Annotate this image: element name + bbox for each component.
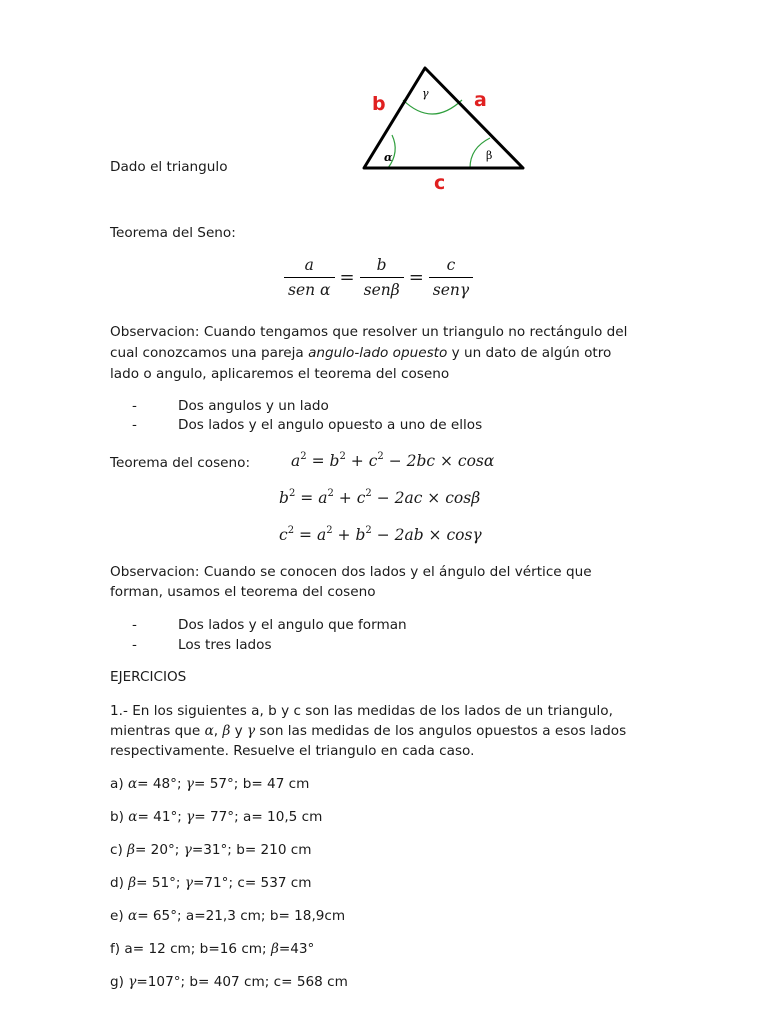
text-span: cual conozcamos una pareja	[110, 345, 309, 361]
exercise-item	[110, 774, 309, 794]
text-span: α	[128, 908, 138, 924]
obs1-line1: Observacion: Cuando tengamos que resolver un triangulo no rectángulo del	[110, 324, 628, 340]
text-span: b	[376, 256, 387, 274]
text-span: +	[338, 489, 352, 507]
text-span: α	[128, 809, 138, 825]
text-span: − 2ab × cosγ	[376, 526, 482, 544]
text-span: β	[270, 941, 279, 957]
text-span: γ	[246, 723, 256, 739]
text-span: 2	[287, 525, 295, 536]
text-span: son las medidas de los angulos opuestos a esos lados	[255, 723, 627, 739]
text-span: e)	[110, 908, 128, 924]
text-span: b	[329, 452, 340, 470]
text-span: =	[408, 267, 424, 288]
exercise-item	[110, 873, 312, 893]
text-span: − 2ac × cosβ	[376, 489, 481, 507]
text-span: b	[355, 526, 366, 544]
text-span: y un dato de algún otro	[447, 345, 612, 361]
text-span: = 48°;	[137, 776, 186, 792]
text-span: c)	[110, 842, 128, 858]
text-span: 2	[365, 525, 372, 536]
text-span: γ	[184, 875, 193, 891]
exercises-heading: EJERCICIOS	[110, 669, 187, 685]
label-side-c: c	[434, 172, 446, 194]
text-span: a	[291, 452, 301, 470]
text-span: γ	[183, 842, 192, 858]
text-span: =	[300, 489, 314, 507]
text-span: α	[127, 776, 138, 792]
text-span: angulo-lado opuesto	[308, 345, 448, 361]
text-span: γ	[128, 974, 137, 990]
text-span: 2	[365, 488, 372, 499]
sine-theorem-title: Teorema del Seno:	[110, 225, 236, 241]
obs1-line3: lado o angulo, aplicaremos el teorema del coseno	[110, 366, 450, 382]
text-span: c	[356, 489, 366, 507]
text-span: =71°; c= 537 cm	[192, 875, 312, 891]
sine-fraction-b	[360, 256, 404, 299]
text-span: c	[368, 452, 378, 470]
text-span: − 2bc × cosα	[388, 452, 495, 470]
text-span: γ	[186, 809, 195, 825]
text-span: =43°	[278, 941, 315, 957]
text-span: = 51°;	[136, 875, 185, 891]
label-angle-gamma: γ	[422, 87, 429, 100]
text-span: =31°; b= 210 cm	[191, 842, 312, 858]
text-span: senγ	[429, 277, 473, 299]
text-span: 2	[300, 451, 307, 462]
intro-label: Dado el triangulo	[110, 159, 228, 175]
text-span: Dos lados y el angulo que forman	[178, 617, 407, 633]
text-span: +	[337, 526, 351, 544]
text-span: g)	[110, 974, 129, 990]
label-side-a: a	[474, 89, 487, 111]
list-item	[132, 415, 482, 435]
text-span: -	[132, 398, 137, 414]
text-span: =	[299, 526, 312, 544]
text-span: a	[316, 526, 327, 544]
sine-fraction-a	[284, 256, 335, 299]
text-span: = 41°;	[137, 809, 187, 825]
label-side-b: b	[372, 93, 386, 115]
text-span: Dos angulos y un lado	[178, 398, 329, 414]
label-angle-alpha: α	[384, 151, 393, 164]
sine-formula	[282, 256, 475, 299]
text-span: a	[318, 489, 328, 507]
sine-fraction-c	[429, 256, 473, 299]
label-angle-beta: β	[486, 149, 493, 162]
text-span: 2	[339, 451, 346, 462]
cosine-equation-c	[279, 525, 482, 544]
text-span: = 77°; a= 10,5 cm	[194, 809, 323, 825]
text-span: Los tres lados	[178, 637, 272, 653]
text-span: 2	[288, 488, 296, 499]
text-span: β	[128, 875, 137, 891]
text-span: -	[132, 637, 137, 653]
text-span: =	[311, 452, 325, 470]
text-span: γ	[185, 776, 194, 792]
text-span: b	[279, 489, 289, 507]
exercise-item	[110, 840, 312, 860]
text-span: =107°; b= 407 cm; c= 568 cm	[136, 974, 348, 990]
cosine-equation-b	[279, 488, 480, 507]
text-span: α	[204, 723, 214, 739]
text-span: y	[230, 723, 247, 739]
text-span: Dos lados y el angulo opuesto a uno de ellos	[178, 417, 483, 433]
text-span: a	[304, 256, 314, 274]
text-span: b)	[110, 809, 129, 825]
exercise-item	[110, 906, 345, 926]
obs1-line2	[110, 343, 611, 363]
text-span: a)	[110, 776, 128, 792]
exercise-intro-line3: respectivamente. Resuelve el triangulo en cada caso.	[110, 743, 475, 759]
exercise-item	[110, 972, 348, 992]
text-span: ,	[213, 723, 223, 739]
cosine-theorem-title: Teorema del coseno:	[110, 455, 251, 471]
text-span: β	[127, 842, 135, 858]
text-span: = 57°; b= 47 cm	[194, 776, 310, 792]
text-span: 2	[326, 525, 333, 536]
text-span: c	[446, 256, 456, 274]
text-span: =	[339, 267, 355, 288]
obs2-line1: Observacion: Cuando se conocen dos lados y el ángulo del vértice que	[110, 564, 592, 580]
exercise-intro-line1: 1.- En los siguientes a, b y c son las medidas de los lados de un triangulo,	[110, 703, 613, 719]
exercise-item	[110, 807, 322, 827]
text-span: f) a= 12 cm; b=16 cm;	[110, 941, 271, 957]
text-span: 2	[327, 488, 334, 499]
text-span: -	[132, 617, 137, 633]
list-item	[132, 635, 272, 655]
list-item	[132, 615, 407, 635]
cosine-equation-a	[291, 451, 494, 470]
text-span: 2	[377, 451, 384, 462]
text-span: senβ	[360, 277, 404, 299]
arc-gamma	[403, 100, 462, 114]
exercise-item	[110, 939, 314, 959]
text-span: +	[350, 452, 364, 470]
list-item	[132, 396, 329, 416]
obs2-line2: forman, usamos el teorema del coseno	[110, 584, 376, 600]
exercise-intro-line2	[110, 721, 626, 741]
text-span: = 65°; a=21,3 cm; b= 18,9cm	[137, 908, 346, 924]
text-span: c	[279, 526, 288, 544]
text-span: mientras que	[110, 723, 205, 739]
text-span: -	[132, 417, 137, 433]
triangle-figure	[340, 60, 540, 195]
text-span: = 20°;	[134, 842, 184, 858]
text-span: sen α	[284, 277, 335, 299]
text-span: d)	[110, 875, 129, 891]
text-span: β	[222, 723, 231, 739]
